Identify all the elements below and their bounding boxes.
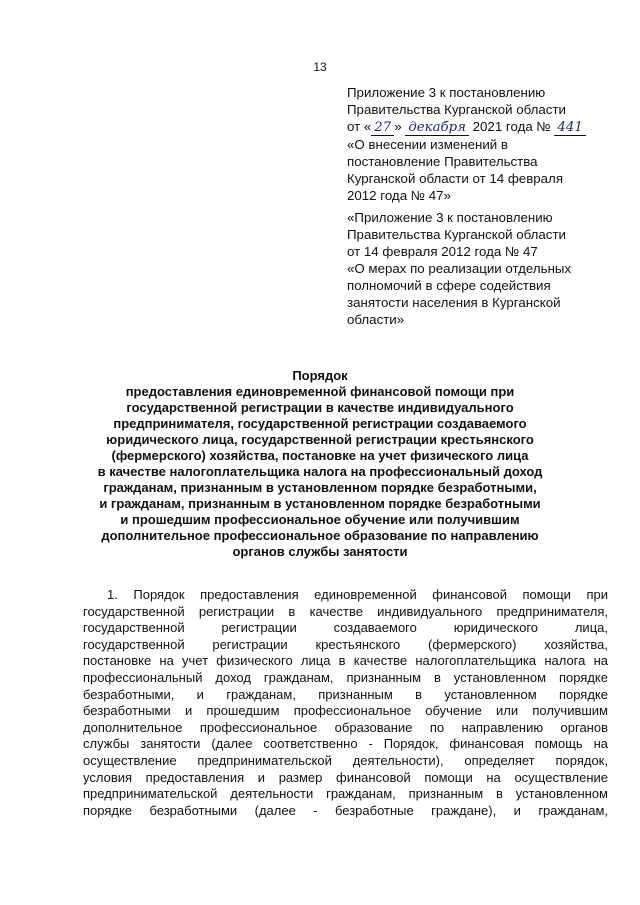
body-line: государственной регистрации создаваемого юридического лица, (83, 620, 608, 636)
body-line: службы занятости (далее соответственно - Порядок, финансовая помощь на (83, 736, 608, 752)
handwritten-month: декабря (405, 121, 469, 136)
appendix-line: области» (347, 312, 405, 327)
title-line: и прошедшим профессиональное обучение или получившим (120, 512, 520, 527)
body-line: условия предоставления и размер финансовой помощи на осуществление (83, 769, 608, 785)
appendix-line: постановление Правительства (347, 154, 538, 169)
body-line: дополнительное профессиональное образование по направлению органов (83, 719, 608, 735)
body-line: предпринимательской деятельности гражданам, признанным в установленном (83, 786, 608, 802)
date-prefix: от « (347, 119, 372, 134)
appendix-line: Курганской области от 14 февраля (347, 171, 564, 186)
handwritten-day: 27 (371, 121, 394, 136)
appendix-line: «Приложение 3 к постановлению (347, 210, 553, 225)
body-line: порядке безработными (далее - безработные граждане), и гражданам, (83, 802, 608, 818)
appendix-line: Правительства Курганской области (347, 227, 566, 242)
title-line: в качестве налогоплательщика налога на профессиональный доход (97, 464, 543, 479)
appendix-line: занятости населения в Курганской (347, 295, 561, 310)
appendix-line: Приложение 3 к постановлению (347, 85, 546, 100)
body-line: государственной регистрации в качестве индивидуального предпринимателя, (83, 603, 608, 619)
appendix-date-line (347, 118, 617, 136)
body-line: постановке на учет физического лица в качестве налогоплательщика налога на (83, 653, 608, 669)
body-line: 1. Порядок предоставления единовременной финансовой помощи при (107, 587, 608, 602)
appendix-line: от 14 февраля 2012 года № 47 (347, 244, 538, 259)
appendix-line: 2012 года № 47» (347, 188, 451, 203)
page-number: 13 (313, 60, 327, 74)
title-line: предоставления единовременной финансовой помощи при (125, 384, 515, 399)
appendix-line: Правительства Курганской области (347, 102, 566, 117)
title-heading: Порядок (292, 368, 348, 383)
appendix-line: «О внесении изменений в (347, 137, 508, 152)
title-line: дополнительное профессиональное образование по направлению (101, 528, 539, 543)
appendix-line: полномочий в сфере содействия (347, 278, 551, 293)
title-line: органов службы занятости (232, 544, 408, 559)
title-line: гражданам, признанным в установленном порядке безработными, (103, 480, 537, 495)
body-paragraph (83, 587, 608, 819)
appendix-line: «О мерах по реализации отдельных (347, 261, 572, 276)
appendix-reference (347, 84, 617, 204)
handwritten-number: 441 (554, 121, 585, 136)
document-title (60, 368, 580, 560)
body-line: профессиональный доход гражданам, признанным в установленном порядке (83, 669, 608, 685)
original-appendix-reference (347, 209, 617, 328)
body-line: государственной регистрации крестьянского (фермерского) хозяйства, (83, 636, 608, 652)
date-year: 2021 года № (472, 119, 551, 134)
title-line: юридического лица, государственной регистрации крестьянского (106, 432, 534, 447)
title-line: и гражданам, признанным в установленном порядке безработными (99, 496, 541, 511)
body-line: безработными и прошедшим профессиональное обучение или получившим (83, 703, 608, 719)
title-line: государственной регистрации в качестве индивидуального (126, 400, 514, 415)
date-mid: » (394, 119, 402, 134)
title-line: (фермерского) хозяйства, постановке на учет физического лица (111, 448, 529, 463)
body-line: безработными, и гражданам, признанным в установленном порядке (83, 686, 608, 702)
title-line: предпринимателя, государственной регистрации создаваемого (113, 416, 527, 431)
body-line: осуществление предпринимательской деятельности), определяет порядок, (83, 752, 608, 768)
